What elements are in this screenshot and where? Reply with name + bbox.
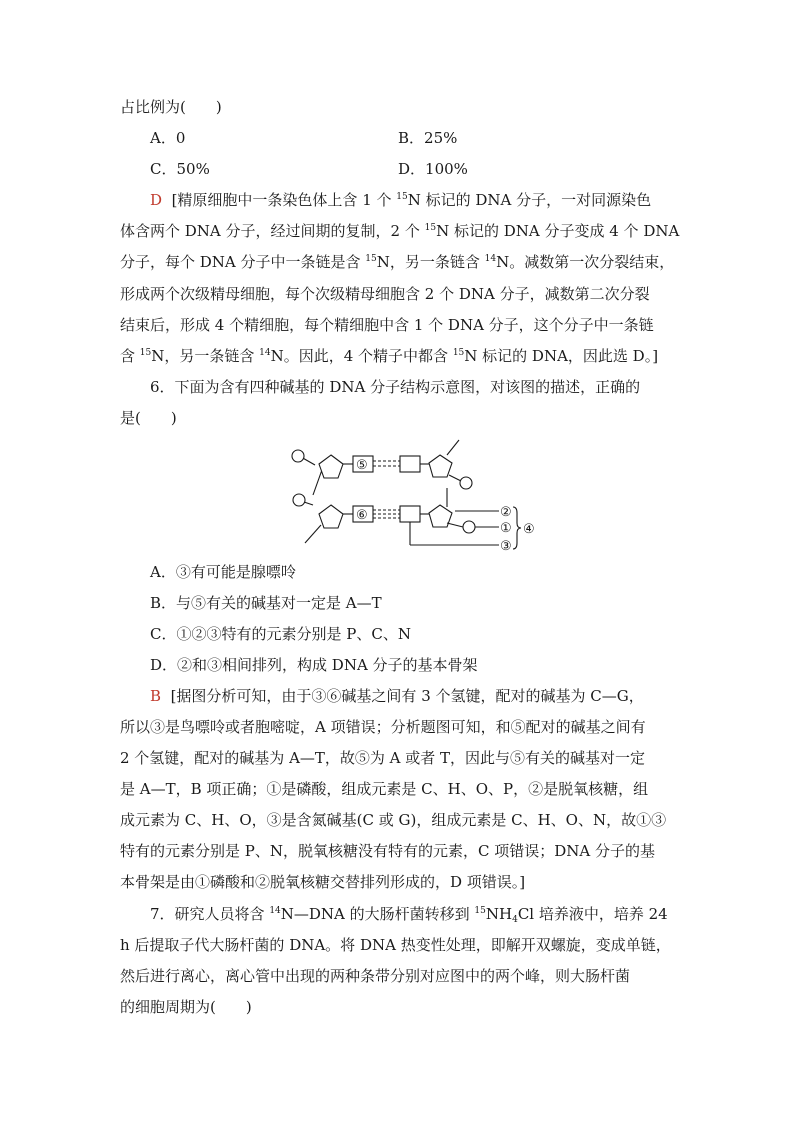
base-label-6: ⑥: [356, 508, 368, 523]
label-3: ③: [500, 539, 512, 554]
q6-option-b: B．与⑤有关的碱基对一定是 A—T: [150, 594, 382, 612]
q7-stem-line-4: 的细胞周期为( ): [120, 998, 252, 1016]
q6-explanation-line-3: 2 个氢键，配对的碱基为 A—T，故⑤为 A 或者 T，因此与⑤有关的碱基对一定: [120, 749, 646, 767]
q5-stem-tail: 占比例为( ): [120, 98, 222, 116]
q6-explanation-line-6: 特有的元素分别是 P、N，脱氧核糖没有特有的元素，C 项错误；DNA 分子的基: [120, 842, 655, 860]
q5-explanation-line-1: D [精原细胞中一条染色体上含 1 个 $^{15}$N 标记的 DNA 分子，一对同源染色: [150, 191, 652, 209]
deoxyribose-pentagon: [429, 455, 452, 477]
phosphate-circle: [463, 521, 475, 533]
phosphate-circle: [293, 494, 305, 506]
q6-explanation-line-7: 本骨架是由①磷酸和②脱氧核糖交替排列形成的，D 项错误。]: [120, 873, 526, 891]
q7-stem-line-1: 7．研究人员将含 $^{14}$N—DNA 的大肠杆菌转移到 $^{15}NH_4Cl$ 培养液中，培养 24: [150, 905, 668, 925]
q6-stem-line-1: 6．下面为含有四种碱基的 DNA 分子结构示意图，对该图的描述，正确的: [150, 378, 641, 396]
deoxyribose-pentagon: [319, 455, 343, 478]
q6-option-c: C．①②③特有的元素分别是 P、C、N: [150, 625, 411, 643]
q5-explanation-line-3: 分子，每个 DNA 分子中一条链是含 $^{15}$N，另一条链含 $^{14}$N。减数第一次分裂结束，: [120, 253, 675, 271]
q5-explanation-line-2: 体含两个 DNA 分子，经过间期的复制，2 个 $^{15}$N 标记的 DNA 分子变成 4 个 DNA: [120, 222, 680, 240]
label-1: ①: [500, 521, 512, 536]
q7-stem-line-3: 然后进行离心，离心管中出现的两种条带分别对应图中的两个峰，则大肠杆菌: [120, 967, 631, 985]
q6-option-d: D．②和③相间排列，构成 DNA 分子的基本骨架: [150, 656, 478, 674]
phosphate-circle: [292, 450, 304, 462]
q5-explanation-line-5: 结束后，形成 4 个精细胞，每个精细胞中含 1 个 DNA 分子，这个分子中一条链: [120, 316, 654, 334]
base-box-right-top: [400, 456, 420, 472]
q6-explanation-line-2: 所以③是鸟嘌呤或者胞嘧啶，A 项错误；分析题图可知，和⑤配对的碱基之间有: [120, 718, 646, 736]
q7-stem-line-2: h 后提取子代大肠杆菌的 DNA。将 DNA 热变性处理，即解开双螺旋，变成单链，: [120, 936, 671, 954]
q5-explanation-line-6: 含 $^{15}$N，另一条链含 $^{14}$N。因此，4 个精子中都含 $^{15}$N 标记的 DNA，因此选 D。]: [120, 347, 659, 365]
q5-option-a: A．0: [150, 129, 186, 147]
q5-option-c: C．50%: [150, 160, 210, 178]
label-4: ④: [523, 522, 535, 537]
q6-explanation-line-1: B [据图分析可知，由于③⑥碱基之间有 3 个氢键，配对的碱基为 C—G，: [150, 687, 644, 705]
q6-stem-line-2: 是( ): [120, 409, 177, 427]
base-box-right-bottom: [400, 506, 420, 522]
base-label-5: ⑤: [356, 458, 368, 473]
deoxyribose-pentagon: [319, 505, 343, 528]
q6-explanation-line-5: 成元素为 C、H、O，③是含氮碱基(C 或 G)，组成元素是 C、H、O、N，故①③: [120, 811, 667, 829]
q6-option-a: A．③有可能是腺嘌呤: [150, 563, 296, 581]
q5-explanation-line-4: 形成两个次级精母细胞，每个次级精母细胞含 2 个 DNA 分子，减数第二次分裂: [120, 285, 650, 303]
q5-option-d: D．100%: [398, 160, 468, 178]
phosphate-circle: [460, 477, 472, 489]
q6-explanation-line-4: 是 A—T，B 项正确；①是磷酸，组成元素是 C、H、O、P，②是脱氧核糖，组: [120, 780, 649, 798]
q6-answer: B: [150, 687, 162, 705]
dna-structure-diagram: [285, 435, 545, 555]
q5-answer: D: [150, 191, 163, 209]
q5-option-b: B．25%: [398, 129, 458, 147]
label-2: ②: [500, 505, 512, 520]
